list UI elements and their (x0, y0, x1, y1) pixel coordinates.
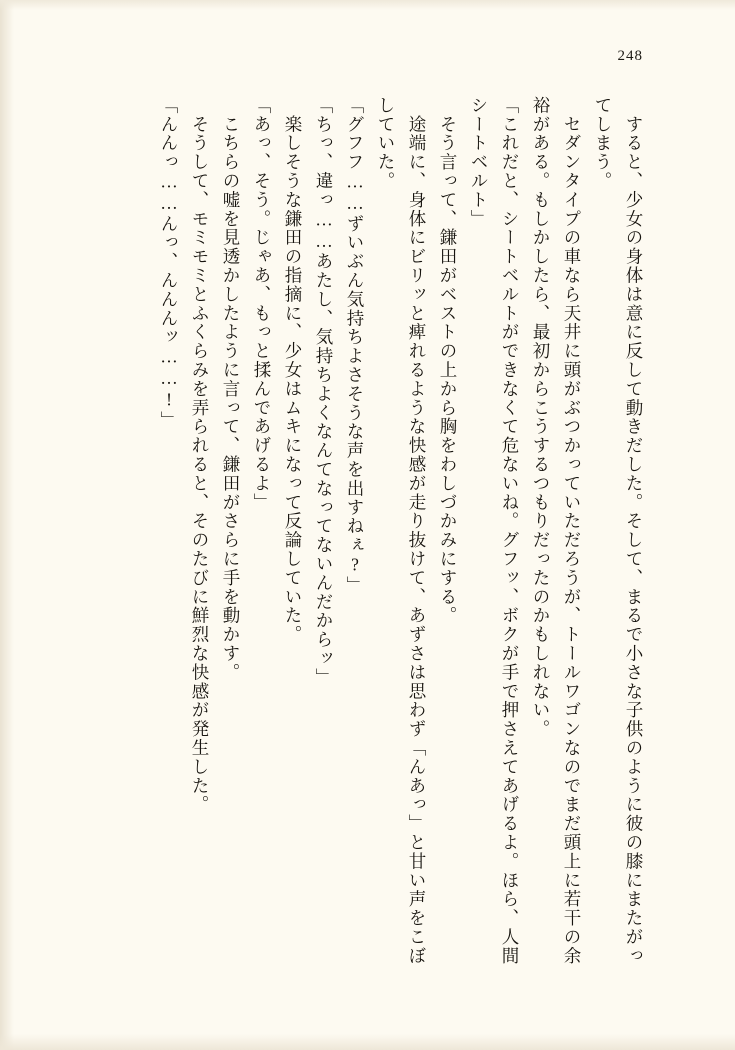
paragraph: そう言って、鎌田がベストの上から胸をわしづかみにする。 (438, 96, 458, 626)
paragraph: こちらの嘘を見透かしたように言って、鎌田がさらに手を動かす。 (221, 96, 241, 682)
paragraph: 「ちっ、違っ……あたし、気持ちよくなんてなってないんだからッ」 (314, 96, 334, 687)
page-edge-shadow-bottom (0, 1034, 735, 1050)
paragraph: セダンタイプの車なら天井に頭がぶつかっていただろうが、トールワゴンなのでまだ頭上に若干の余裕がある。もしかしたら、最初からこうするつもりだったのかもしれない。 (531, 96, 582, 966)
paragraph: 「これだと、シートベルトができなくて危ないね。グフッ、ボクが手で押さえてあげるよ。ほら、人間シートベルト」 (469, 96, 520, 966)
page-number: 248 (617, 48, 643, 64)
paragraph: 「んんっ……んっ、んんんッ……!」 (159, 96, 179, 430)
paragraph: そうして、モミモミとふくらみを弄られると、そのたびに鮮烈な快感が発生した。 (190, 96, 210, 815)
paragraph: 「グフフ……ずいぶん気持ちよさそうな声を出すねぇ?」 (345, 96, 365, 595)
page-edge-shadow-left (0, 0, 14, 1050)
paragraph: 楽しそうな鎌田の指摘に、少女はムキになって反論していた。 (283, 96, 303, 645)
paragraph: すると、少女の身体は意に反して動きだした。そして、まるで小さな子供のように彼の膝にまたがってしまう。 (593, 96, 644, 966)
paragraph: 途端に、身体にビリッと痺れるような快感が走り抜けて、あずさは思わず「んあっ」と甘い声をこぼしていた。 (376, 96, 427, 966)
page-body-text (89, 96, 649, 976)
page-edge-shadow-top (0, 0, 735, 10)
paragraph: 「あっ、そう。じゃあ、もっと揉んであげるよ」 (252, 96, 272, 512)
